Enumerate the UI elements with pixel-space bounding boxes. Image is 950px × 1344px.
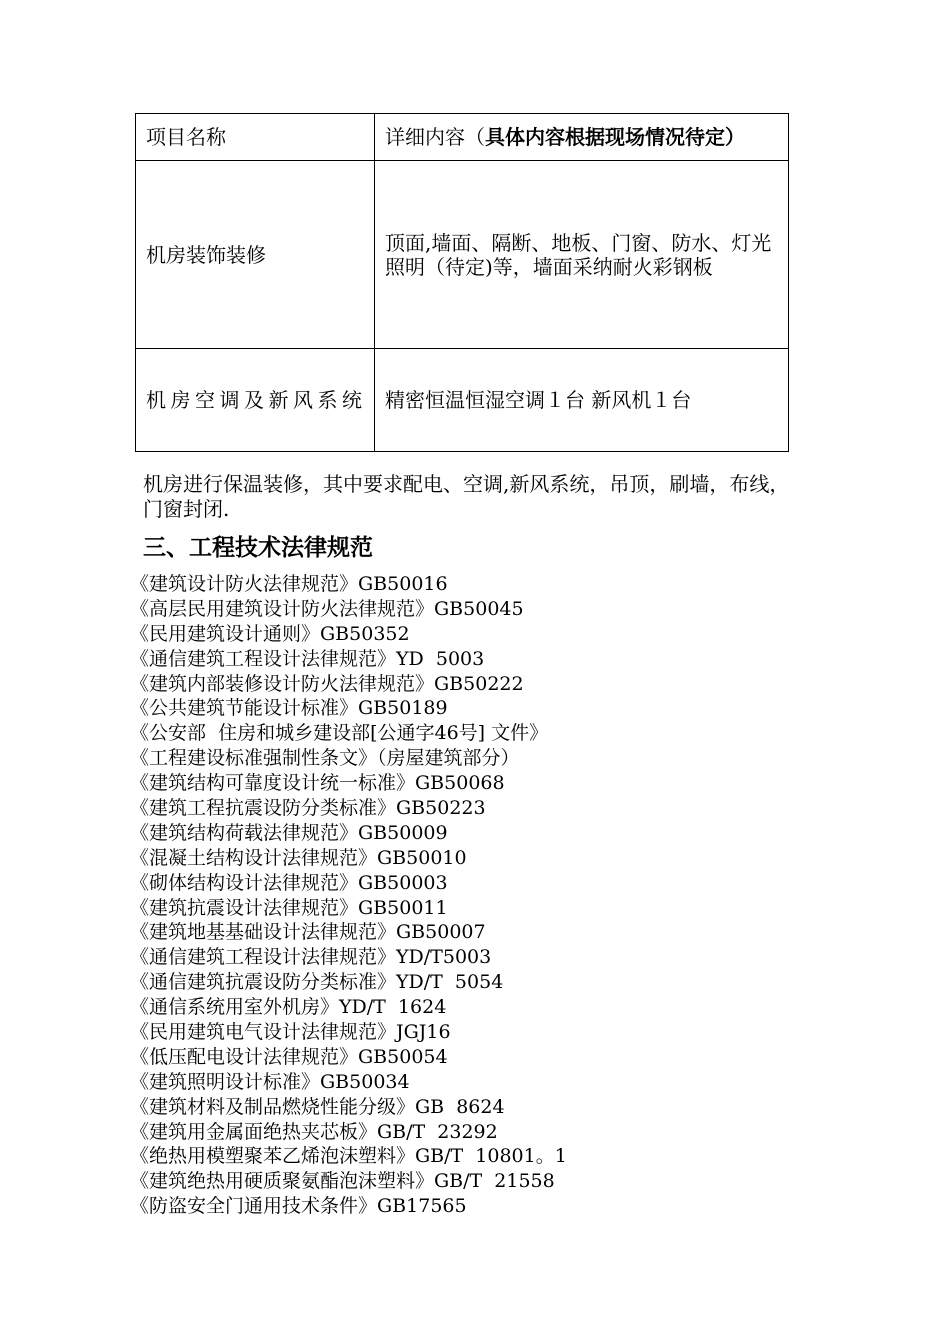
row-detail-decoration: 顶面,墙面、隔断、地板、门窗、防水、灯光照明（待定)等，墙面采纳耐火彩钢板 [375,161,789,349]
project-table [135,113,789,452]
list-item: 《建筑地基基础设计法律规范》GB50007 [130,921,486,944]
list-item: 《通信建筑抗震设防分类标准》YD/T 5054 [130,971,504,994]
list-item: 《通信建筑工程设计法律规范》YD 5003 [130,647,485,670]
table-row [136,349,789,452]
list-item: 《建筑工程抗震设防分类标准》GB50223 [130,797,486,820]
standards-list [130,572,567,1219]
list-item: 《公安部 住房和城乡建设部[公通字46号] 文件》 [130,722,549,745]
list-item: 《建筑照明设计标准》GB50034 [130,1070,410,1093]
list-item: 《绝热用模塑聚苯乙烯泡沫塑料》GB/T 10801。1 [130,1145,567,1168]
list-item: 《工程建设标准强制性条文》（房屋建筑部分） [130,747,520,770]
header-detail-suffix: ） [725,125,745,149]
list-item: 《低压配电设计法律规范》GB50054 [130,1045,448,1068]
list-item: 《建筑绝热用硬质聚氨酯泡沫塑料》GB/T 21558 [130,1170,555,1193]
list-item: 《建筑设计防火法律规范》GB50016 [130,573,448,595]
list-item: 《建筑结构可靠度设计统一标准》GB50068 [130,772,505,795]
list-item: 《砌体结构设计法律规范》GB50003 [130,871,448,894]
header-detail [375,114,789,161]
row-detail-hvac: 精密恒温恒湿空调１台 新风机１台 [375,349,789,452]
body-paragraph: 机房进行保温装修，其中要求配电、空调,新风系统，吊顶，刷墙，布线，门窗封闭. [143,472,790,521]
list-item: 《建筑用金属面绝热夹芯板》GB/T 23292 [130,1120,498,1143]
list-item: 《建筑抗震设计法律规范》GB50011 [130,896,448,919]
header-detail-prefix: 详细内容（ [385,125,485,149]
list-item: 《通信系统用室外机房》YD/T 1624 [130,996,447,1019]
list-item: 《公共建筑节能设计标准》GB50189 [130,697,448,720]
table-row [136,161,789,349]
list-item: 《建筑材料及制品燃烧性能分级》GB 8624 [130,1095,505,1118]
list-item: 《民用建筑设计通则》GB50352 [130,622,410,645]
list-item: 《高层民用建筑设计防火法律规范》GB50045 [130,597,524,620]
section-heading: 三、工程技术法律规范 [143,535,373,561]
list-item: 《防盗安全门通用技术条件》GB17565 [130,1195,467,1218]
list-item: 《通信建筑工程设计法律规范》YD/T5003 [130,946,492,969]
table-header-row [136,114,789,161]
header-detail-bold: 具体内容根据现场情况待定 [485,125,725,149]
row-name-hvac: 机房空调及新风系统 [136,349,375,452]
row-name-decoration: 机房装饰装修 [136,161,375,349]
list-item: 《建筑结构荷载法律规范》GB50009 [130,821,448,844]
list-item: 《建筑内部装修设计防火法律规范》GB50222 [130,672,524,695]
list-item: 《混凝土结构设计法律规范》GB50010 [130,846,467,869]
list-item: 《民用建筑电气设计法律规范》JGJ16 [130,1021,451,1044]
header-project-name: 项目名称 [136,114,375,161]
